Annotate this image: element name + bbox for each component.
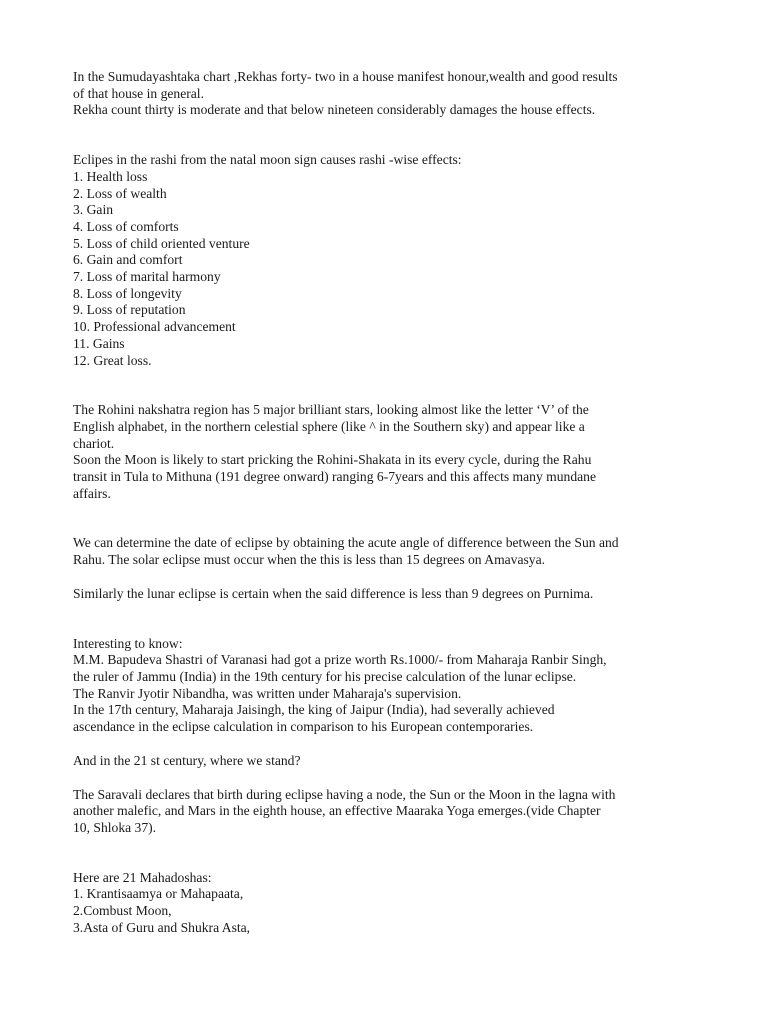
text-line: chariot. (73, 435, 115, 451)
list-item: 9. Loss of reputation (73, 302, 186, 318)
list-item: 3. Gain (73, 202, 114, 218)
saravali-paragraph (73, 787, 713, 837)
eclipse-date-paragraph (73, 535, 713, 568)
lunar-paragraph (73, 586, 713, 603)
eclipse-intro: Eclipes in the rashi from the natal moon sign causes rashi -wise effects: (73, 152, 462, 168)
text-line: 10, Shloka 37). (73, 819, 157, 835)
mahadoshas-intro: Here are 21 Mahadoshas: (73, 869, 212, 885)
text-line: Rahu. The solar eclipse must occur when the this is less than 15 degrees on Amavasya. (73, 552, 546, 568)
list-item: 11. Gains (73, 335, 125, 351)
list-item: 4. Loss of comforts (73, 218, 179, 234)
mahadoshas-section (73, 870, 713, 937)
list-item: 2. Loss of wealth (73, 185, 167, 201)
list-item: 2.Combust Moon, (73, 903, 172, 919)
list-item: 3.Asta of Guru and Shukra Asta, (73, 919, 251, 935)
list-item: 1. Krantisaamya or Mahapaata, (73, 886, 244, 902)
sumudaya-paragraph (73, 69, 713, 119)
text-line: Rekha count thirty is moderate and that below nineteen considerably damages the house effects. (73, 102, 596, 118)
text-line: affairs. (73, 485, 111, 501)
list-item: 1. Health loss (73, 168, 148, 184)
list-item: 8. Loss of longevity (73, 285, 182, 301)
text-line: We can determine the date of eclipse by obtaining the acute angle of difference between the Sun and (73, 535, 619, 551)
text-line: And in the 21 st century, where we stand? (73, 752, 301, 768)
text-line: Soon the Moon is likely to start pricking the Rohini-Shakata in its every cycle, during the Rahu (73, 452, 592, 468)
text-line: The Saravali declares that birth during eclipse having a node, the Sun or the Moon in the lagna with (73, 786, 616, 802)
question-paragraph (73, 753, 713, 770)
text-line: another malefic, and Mars in the eighth house, an effective Maaraka Yoga emerges.(vide Chapter (73, 803, 601, 819)
list-item: 6. Gain and comfort (73, 252, 183, 268)
list-item: 10. Professional advancement (73, 319, 236, 335)
text-line: of that house in general. (73, 85, 204, 101)
text-line: The Ranvir Jyotir Nibandha, was written under Maharaja's supervision. (73, 685, 462, 701)
text-line: M.M. Bapudeva Shastri of Varanasi had got a prize worth Rs.1000/- from Maharaja Ranbir Singh, (73, 652, 607, 668)
document-page (73, 69, 713, 936)
text-line: the ruler of Jammu (India) in the 19th century for his precise calculation of the lunar eclipse. (73, 668, 577, 684)
text-line: ascendance in the eclipse calculation in comparison to his European contemporaries. (73, 719, 534, 735)
text-line: transit in Tula to Mithuna (191 degree onward) ranging 6-7years and this affects many mundane (73, 469, 596, 485)
text-line: The Rohini nakshatra region has 5 major brilliant stars, looking almost like the letter ‘V’ of the (73, 402, 589, 418)
text-line: Interesting to know: (73, 635, 183, 651)
rohini-paragraph (73, 402, 713, 502)
text-line: In the Sumudayashtaka chart ,Rekhas forty- two in a house manifest honour,wealth and good results (73, 69, 618, 84)
text-line: English alphabet, in the northern celestial sphere (like ^ in the Southern sky) and appear like a (73, 418, 585, 434)
interesting-paragraph (73, 636, 713, 736)
list-item: 7. Loss of marital harmony (73, 269, 221, 285)
text-line: In the 17th century, Maharaja Jaisingh, the king of Jaipur (India), had severally achieved (73, 702, 555, 718)
eclipse-effects-section (73, 152, 713, 369)
list-item: 12. Great loss. (73, 352, 152, 368)
text-line: Similarly the lunar eclipse is certain when the said difference is less than 9 degrees on Purnima. (73, 585, 594, 601)
list-item: 5. Loss of child oriented venture (73, 235, 250, 251)
